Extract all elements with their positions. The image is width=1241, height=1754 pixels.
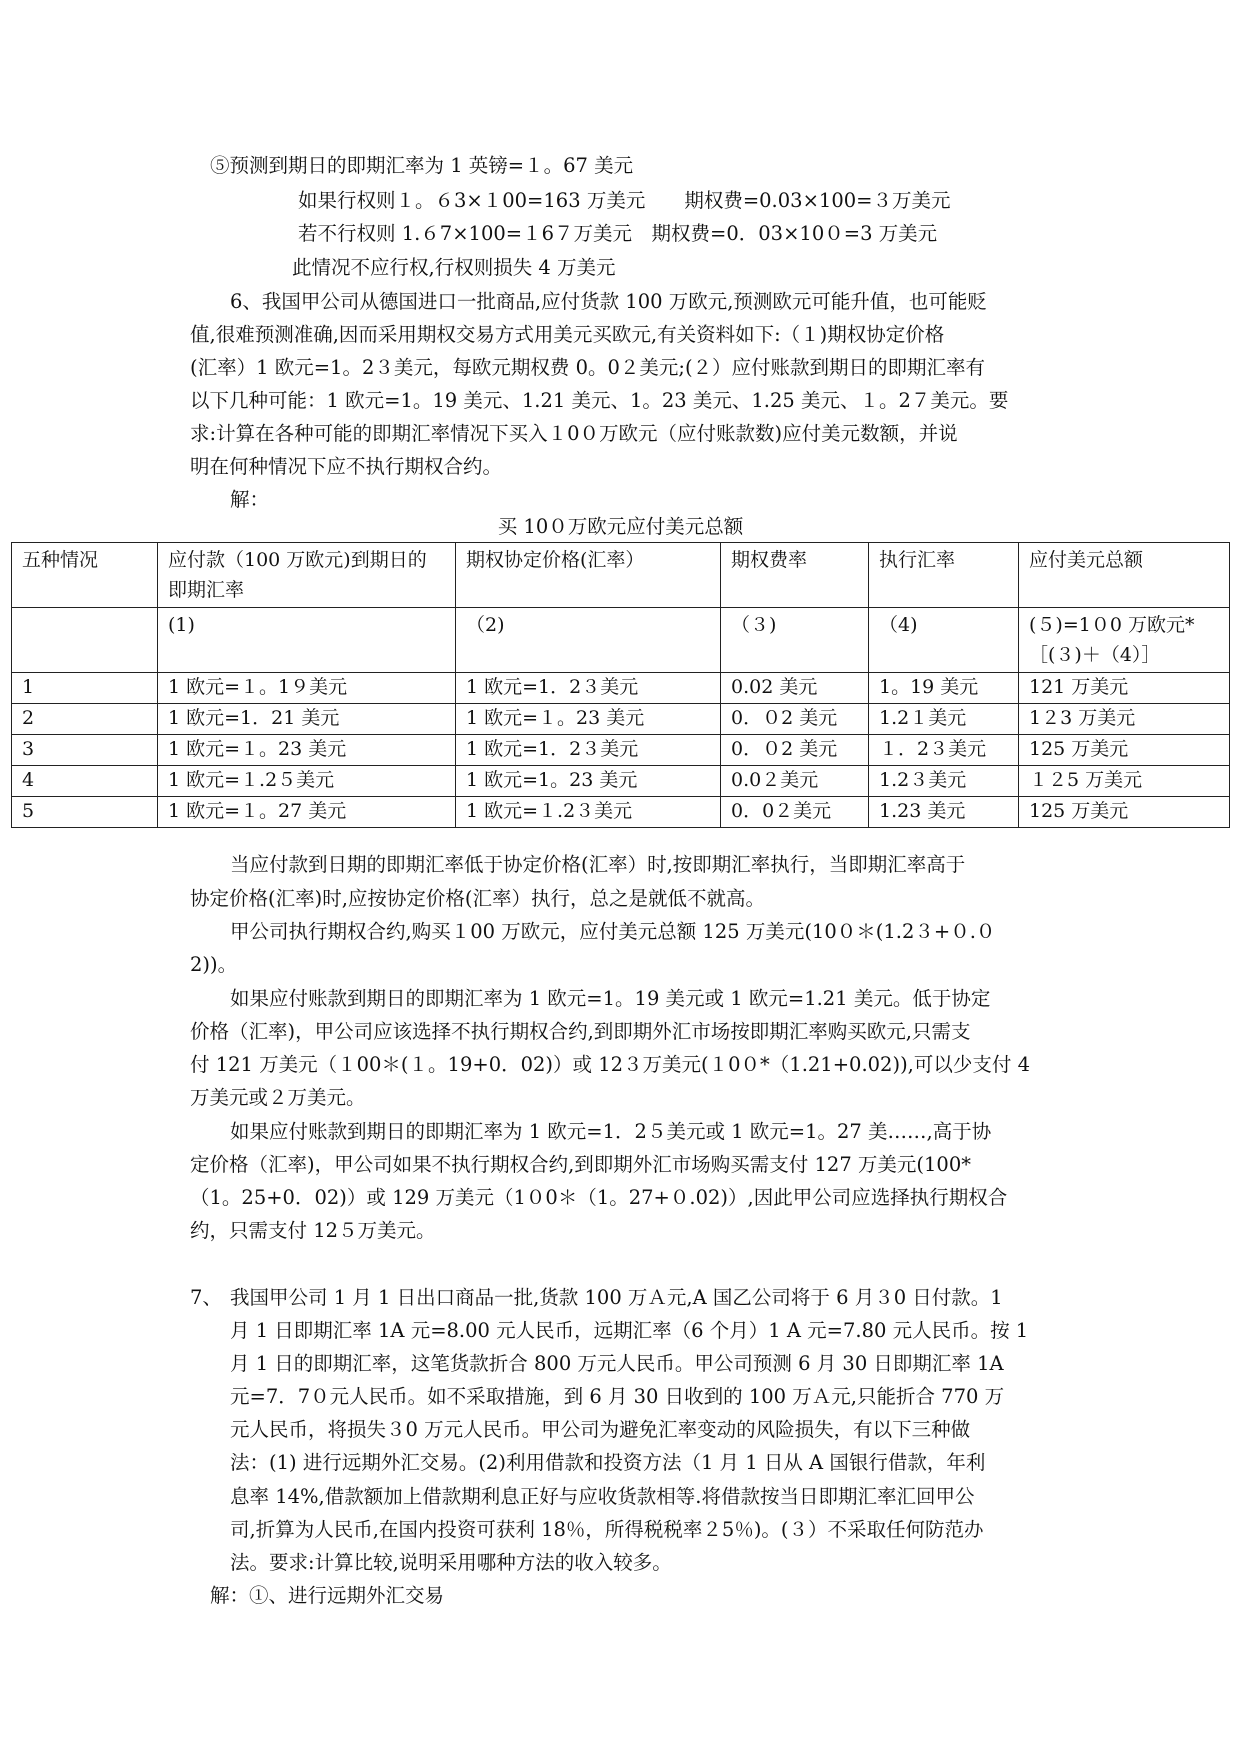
table-cell: 0.02 美元 <box>721 673 869 704</box>
analysis-line: 付 121 万美元（１00＊(１。19+0．02)）或 12３万美元(１0０*（1.21+0.02)),可以少支付 4 <box>190 1053 1030 1076</box>
q7-line: 息率 14%,借款额加上借款期利息正好与应收货款相等.将借款按当日即期汇率汇回甲公 <box>230 1485 975 1508</box>
section5-title: ⑤预测到期日的即期汇率为 1 英镑=１。67 美元 <box>210 154 634 177</box>
table-cell: 1 欧元=１.2３美元 <box>456 797 721 828</box>
table-cell: 1 欧元=1．2３美元 <box>456 673 721 704</box>
table-cell: 0．０2 美元 <box>721 704 869 735</box>
table-cell: 1。19 美元 <box>869 673 1019 704</box>
section5-line2: 若不行权则 1.６7×100=１6７万美元 期权费=0．03×10０=3 万美元 <box>298 222 938 245</box>
analysis-line: 定价格（汇率)，甲公司如果不执行期权合约,到即期外汇市场购买需支付 127 万美元(100* <box>190 1153 972 1176</box>
q7-line: 法。要求:计算比较,说明采用哪种方法的收入较多。 <box>230 1551 672 1574</box>
section5-line1: 如果行权则１。６3×１00=163 万美元 期权费=0.03×100=３万美元 <box>298 189 951 212</box>
table-header-cell: 期权协定价格(汇率） <box>456 543 721 608</box>
q6-line: 6、我国甲公司从德国进口一批商品,应付货款 100 万欧元,预测欧元可能升值，也可能贬 <box>230 290 987 313</box>
q6-line: (汇率）1 欧元=1。2３美元，每欧元期权费 0。0２美元;(２）应付账款到期日的即期汇率有 <box>190 356 986 379</box>
analysis-line: 甲公司执行期权合约,购买１00 万欧元，应付美元总额 125 万美元(10０＊(1.2３+０.０ <box>230 920 996 943</box>
analysis-line: 价格（汇率)，甲公司应该选择不执行期权合约,到即期外汇市场按即期汇率购买欧元,只需支 <box>190 1020 971 1043</box>
table-cell: 0．0２美元 <box>721 797 869 828</box>
table-header-cell: 应付款（100 万欧元)到期日的即期汇率 <box>158 543 456 608</box>
table-header-cell: 五种情况 <box>12 543 158 608</box>
q7-line: 月 1 日即期汇率 1A 元=8.00 元人民币，远期汇率（6 个月）1 A 元=7.80 元人民币。按 1 <box>230 1319 1029 1342</box>
table-cell: 1 欧元=1．21 美元 <box>158 704 456 735</box>
table-cell: 2 <box>12 704 158 735</box>
table-row <box>12 797 1230 828</box>
q7-line: 元=7．7０元人民币。如不采取措施，到 6 月 30 日收到的 100 万Ａ元,只能折合 770 万 <box>230 1385 1005 1408</box>
table-cell: 4 <box>12 766 158 797</box>
table-cell: 3 <box>12 735 158 766</box>
q6-line: 求:计算在各种可能的即期汇率情况下买入１0０万欧元（应付账款数)应付美元数额，并说 <box>190 422 958 445</box>
analysis-line: 如果应付账款到期日的即期汇率为 1 欧元=1．2５美元或 1 欧元=1。27 美……,高于协 <box>230 1120 992 1143</box>
table-cell: 1 欧元=1．2３美元 <box>456 735 721 766</box>
table-cell: 1 欧元=１。1９美元 <box>158 673 456 704</box>
table-title: 买 10０万欧元应付美元总额 <box>497 515 744 538</box>
table-subheader-cell: (1) <box>158 608 456 673</box>
table-row <box>12 735 1230 766</box>
q7-number: 7、 <box>190 1286 222 1309</box>
table-cell: １２5 万美元 <box>1019 766 1230 797</box>
q7-line: 元人民币，将损失３0 万元人民币。甲公司为避免汇率变动的风险损失，有以下三种做 <box>230 1418 971 1441</box>
table-cell: 1 欧元=１。23 美元 <box>158 735 456 766</box>
q6-line: 值,很难预测准确,因而采用期权交易方式用美元买欧元,有关资料如下:（１)期权协定价格 <box>190 323 945 346</box>
table-header-row <box>12 543 1230 608</box>
analysis-line: 2))。 <box>190 953 238 976</box>
analysis-line: 约，只需支付 12５万美元。 <box>190 1219 436 1242</box>
table-cell: １．2３美元 <box>869 735 1019 766</box>
table-subheader-cell: （2) <box>456 608 721 673</box>
analysis-line: 当应付款到日期的即期汇率低于协定价格(汇率）时,按即期汇率执行，当即期汇率高于 <box>230 853 966 876</box>
table-subheader-cell <box>12 608 158 673</box>
table-subheader-cell: （３) <box>721 608 869 673</box>
table-row <box>12 673 1230 704</box>
table-header-cell: 期权费率 <box>721 543 869 608</box>
table-cell: 0．０2 美元 <box>721 735 869 766</box>
q7-line: 法：(1) 进行远期外汇交易。(2)利用借款和投资方法（1 月 1 日从 A 国银行借款，年利 <box>230 1451 986 1474</box>
analysis-line: 如果应付账款到期日的即期汇率为 1 欧元=1。19 美元或 1 欧元=1.21 美元。低于协定 <box>230 987 991 1010</box>
table-cell: 0.0２美元 <box>721 766 869 797</box>
q7-line: 我国甲公司 1 月 1 日出口商品一批,货款 100 万Ａ元,A 国乙公司将于 6 月３0 日付款。1 <box>230 1286 1003 1309</box>
table-row <box>12 766 1230 797</box>
table-row <box>12 704 1230 735</box>
q6-line: 以下几种可能：1 欧元=1。19 美元、1.21 美元、1。23 美元、1.25 美元、１。2７美元。要 <box>190 389 1009 412</box>
table-cell: 1２3 万美元 <box>1019 704 1230 735</box>
q7-line: 月 1 日的即期汇率，这笔货款折合 800 万元人民币。甲公司预测 6 月 30 日即期汇率 1A <box>230 1352 1004 1375</box>
table-cell: 1.23 美元 <box>869 797 1019 828</box>
q6-line: 明在何种情况下应不执行期权合约。 <box>190 455 503 478</box>
q7-solution: 解：①、进行远期外汇交易 <box>210 1584 445 1607</box>
q6-solution-label: 解： <box>230 488 270 511</box>
section5-line3: 此情况不应行权,行权则损失 4 万美元 <box>292 256 616 279</box>
table-header-cell: 执行汇率 <box>869 543 1019 608</box>
analysis-line: 万美元或２万美元。 <box>190 1086 366 1109</box>
table-cell: 125 万美元 <box>1019 735 1230 766</box>
table-cell: 1 欧元=１.2５美元 <box>158 766 456 797</box>
q7-line: 司,折算为人民币,在国内投资可获利 18％，所得税税率２5％)。(３）不采取任何防范办 <box>230 1518 984 1541</box>
table-header-cell: 应付美元总额 <box>1019 543 1230 608</box>
table-cell: 121 万美元 <box>1019 673 1230 704</box>
table-cell: 1 欧元=１。23 美元 <box>456 704 721 735</box>
table-cell: 1 <box>12 673 158 704</box>
table-cell: 1.2１美元 <box>869 704 1019 735</box>
table-cell: 1.2３美元 <box>869 766 1019 797</box>
table-cell: 5 <box>12 797 158 828</box>
analysis-line: （1。25+0．02)）或 129 万美元（1０0＊（1。27+０.02)）,因此甲公司应选择执行期权合 <box>190 1186 1008 1209</box>
table-cell: 1 欧元=１。27 美元 <box>158 797 456 828</box>
analysis-line: 协定价格(汇率)时,应按协定价格(汇率）执行，总之是就低不就高。 <box>190 887 766 910</box>
table-cell: 125 万美元 <box>1019 797 1230 828</box>
table-subheader-cell: （4) <box>869 608 1019 673</box>
table-subheader-cell: (５)=1０0 万欧元*［(３)＋（4）］ <box>1019 608 1230 673</box>
table-subheader-row <box>12 608 1230 673</box>
options-table <box>11 542 1230 828</box>
table-cell: 1 欧元=1。23 美元 <box>456 766 721 797</box>
